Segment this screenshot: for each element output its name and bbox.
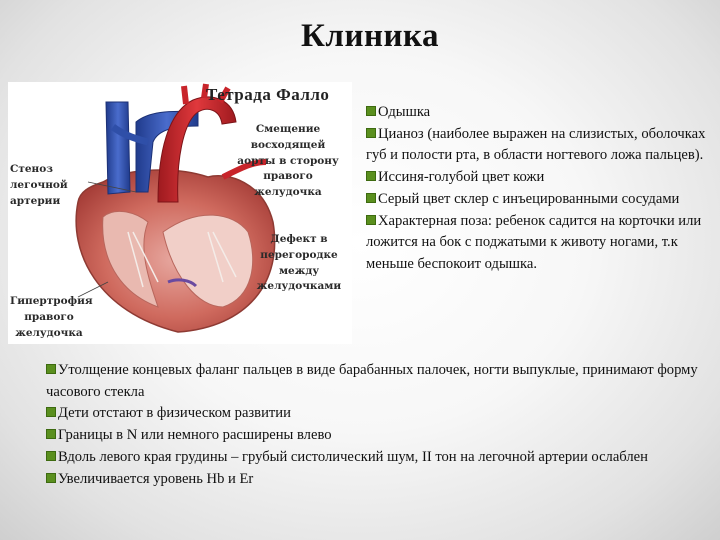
square-bullet-icon <box>366 215 376 225</box>
list-item: Цианоз (наиболее выражен на слизистых, оболочках губ и полости рта, в области ногтевого ложа пальцев). <box>366 125 706 164</box>
aortic-branch <box>184 86 186 104</box>
square-bullet-icon <box>46 429 56 439</box>
square-bullet-icon <box>366 128 376 138</box>
square-bullet-icon <box>46 407 56 417</box>
square-bullet-icon <box>46 473 56 483</box>
vena-cava <box>106 102 130 194</box>
list-item: Границы в N или немного расширены влево <box>46 425 706 447</box>
label-aorta-shift: Смещение восходящей аорты в сторону правого желудочка <box>237 123 339 198</box>
list-item: Увеличивается уровень Hb и Er <box>46 469 706 491</box>
slide-title: Клиника <box>301 18 439 54</box>
square-bullet-icon <box>46 364 56 374</box>
list-item: Иссиня-голубой цвет кожи <box>366 167 716 189</box>
figure-title: Тетрада Фалло <box>206 85 330 104</box>
list-item: Одышка <box>366 102 716 124</box>
square-bullet-icon <box>366 171 376 181</box>
symptom-list-right <box>366 102 716 276</box>
square-bullet-icon <box>366 106 376 116</box>
list-item: Вдоль левого края грудины – грубый систолический шум, II тон на легочной артерии ослаблен <box>46 447 706 469</box>
list-item: Дети отстают в физическом развитии <box>46 403 706 425</box>
square-bullet-icon <box>46 451 56 461</box>
label-septal-defect: Дефект в перегородке между желудочками <box>256 233 342 293</box>
square-bullet-icon <box>366 193 376 203</box>
list-item: Серый цвет склер с инъецированными сосудами <box>366 189 716 211</box>
symptom-list-bottom <box>46 360 706 490</box>
list-item: Утолщение концевых фаланг пальцев в виде барабанных палочек, ногти выпуклые, принимают форму часового стекла <box>46 362 698 400</box>
list-item: Характерная поза: ребенок садится на корточки или ложится на бок с поджатыми к животу ногами, т.к меньше беспокоит одышка. <box>366 212 702 272</box>
label-stenosis: Стеноз легочной артерии <box>10 163 68 207</box>
tetralogy-fallot-illustration <box>8 82 352 344</box>
label-hypertrophy: Гипертрофия правого желудочка <box>10 295 93 339</box>
